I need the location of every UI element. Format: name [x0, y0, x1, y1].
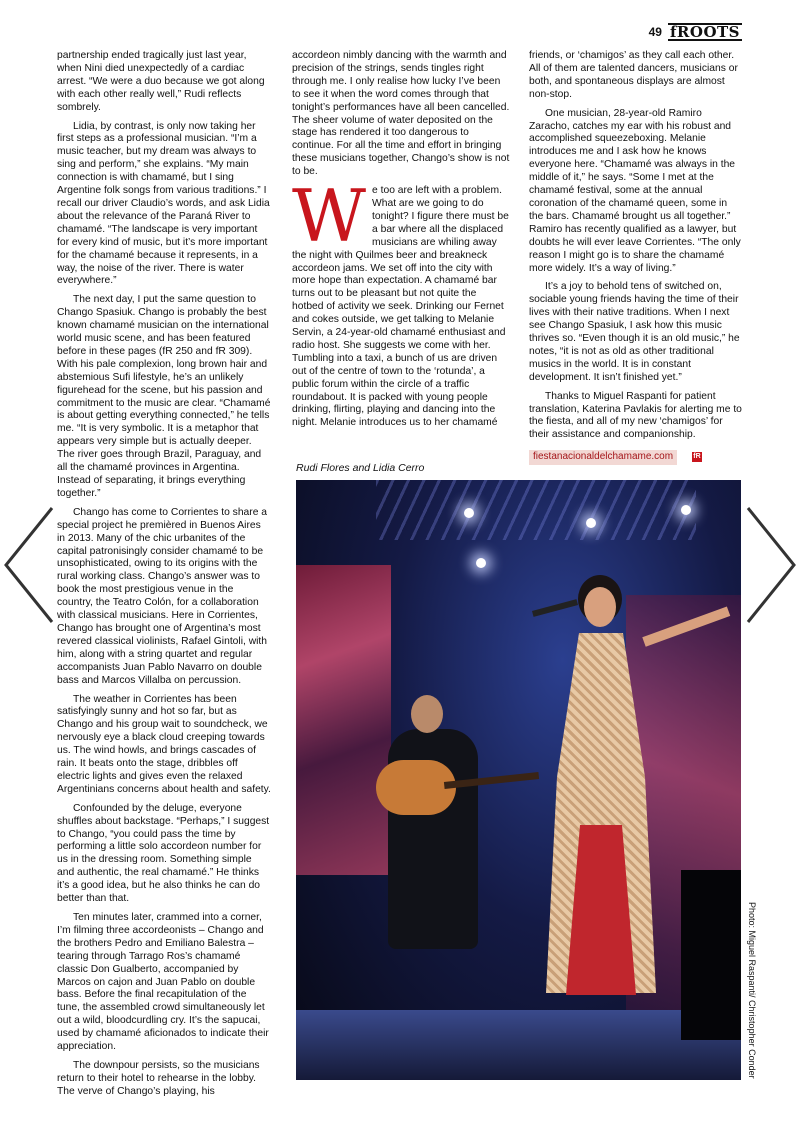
paragraph: Thanks to Miguel Raspanti for patient translation, Katerina Pavlakis for alerting me to the fiesta, and all of my new ‘chamigos’ for their assistance and companionship. [529, 390, 742, 441]
paragraph: friends, or ‘chamigos’ as they call each other. All of them are talented dancers, musicians or both, and spontaneous displays are almost non-stop. [529, 50, 738, 100]
stage-light [681, 505, 691, 515]
paragraph-text: e too are left with a problem. What are we going to do tonight? I figure there must be a bar where all the displaced musicians are whiling away the night with Quilmes beer and breakneck accordeon jams. We set off into the city with more hope than expectation. A chamamé bar turns out to be pleasant but not quite the hotbed of activity we seek. Drinking our Fernet and cokes outside, we get talking to Melanie Servin, a 24-year-old chamamé enthusiast and radio host. She suggests we come with her. Tumbling into a taxi, a bunch of us are driven out of the centre of town to the ‘rotunda’, a public forum within the circle of a traffic roundabout. It is packed with young people drinking, flirting, playing and dancing into the night. Melanie introduces us to her chamamé [292, 185, 509, 429]
paragraph: It’s a joy to behold tens of switched on, sociable young friends having the time of their lives with their native traditions. When I next see Chango Spasiuk, I ask how this music thrives so. “Even though it is an old music,” he notes, “it is not as old as other traditional musics in the world. It is in constant development. It isn’t finished yet.” [529, 281, 740, 383]
paragraph-dropcap [292, 174, 510, 430]
paragraph: The weather in Corrientes has been satisfyingly sunny and hot so far, but as Chango and his group wait to soundcheck, we nervously eye a black cloud creeping towards us. The wind howls, and brings cascades of rain. It beats onto the stage, dribbles off electric lights and gives even the relaxed Argentinians concerns about health and safety. [57, 693, 271, 795]
singer-figure [526, 575, 726, 1005]
page-header [649, 22, 742, 42]
magazine-logo: fROOTS [669, 23, 740, 41]
chevron-right-icon [740, 500, 800, 630]
stage-light [464, 508, 474, 518]
paragraph: The next day, I put the same question to Chango Spasiuk. Chango is probably the best known chamamé musician on the international world music scene, and has been featured before in these pages (fR 250 and fR 309). With his pale complexion, long brown hair and abstemious Sufi lifestyle, he’s an unlikely figurehead for the scene, but his passion and commitment to the music are clear. “Chamamé is about getting everything connected,” he tells me. “It is very symbolic. It is a metaphor that appears very simple but is actually deeper. The river goes through Brazil, Paraguay, and all the chamamé provinces in Argentina. Instead of separating, it brings everything together.” [57, 294, 271, 499]
chevron-left-icon [0, 500, 60, 630]
stage-light [586, 518, 596, 528]
paragraph: One musician, 28-year-old Ramiro Zaracho, catches my ear with his robust and accomplished squeezeboxing. Melanie introduces me and I ask how he knows everyone here. “Chamamé was always in the middle of it,” he says. “Some I met at the chamamé festival, some at the annual coronation of the chamamé queen, some in the bars. Chamamé brought us all together.” Ramiro has recently qualified as a lawyer, but doubts he will ever leave Corrientes. “The only reason I might go is to share the chamamé more widely. It’s a way of living.” [529, 107, 741, 274]
page-number: 49 [648, 25, 662, 39]
paragraph: Ten minutes later, crammed into a corner, I’m filming three accordeonists – Chango and the brothers Pedro and Emiliano Balestra – tearing through Tarrago Ros’s chamamé classic Don Gualberto, accompanied by Marcos on cajon and Juan Pablo on double bass. Before the final recapitulation of the tune, the assembled crowd simultaneously let out a wild, bloodcurdling cry. It’s the sapucai, used by chamamé aficionados to indicate their appreciation. [57, 912, 269, 1053]
paragraph: Chango has come to Corrientes to share a special project he premièred in Buenos Aires in 2013. Many of the chic urbanites of the capital patronisingly consider chamamé to be unsophisticated, owing to its origins with the rural working class. Chango’s answer was to book the most prestigious venue in the country, the Teatro Colón, for a collaboration with classical musicians. Here in Corrientes, Chango has brought one of Argentina’s most revered classical violinists, Rafael Gintoli, with him, along with a string quartet and regular accompanists Juan Pablo Navarro on double bass and Marcos Villalba on percussion. [57, 506, 268, 686]
photo-caption: Rudi Flores and Lidia Cerro [296, 462, 425, 474]
prev-page-button[interactable] [0, 500, 60, 630]
paragraph: Confounded by the deluge, everyone shuffles about backstage. “Perhaps,” I suggest to Chango, “you could pass the time by performing a little solo accordeon number for us in the dressing room. Something simple and authentic, the real chamamé.” He thinks it’s a good idea, but he also thinks he can do better than that. [57, 802, 270, 905]
paragraph: accordeon nimbly dancing with the warmth and precision of the strings, sends tingles right through me. I only realise how lucky I’ve been to see it when the word comes through that tonight’s performances have all been cancelled. The sheer volume of water deposited on the stage has rendered it too dangerous to continue. For all the time and effort in bringing these musicians together, Chango’s show is not to be. [292, 50, 510, 178]
article-footer [529, 448, 744, 465]
paragraph: Lidia, by contrast, is only now taking her first steps as a professional musician. “I’m a music teacher, but my dream was always to sing and perform,” she explains. “My main connection is with chamamé, but I sing Argentine folk songs from various traditions.” I recall our driver Claudio’s words, and ask Lidia about the relevance of the Paraná River to chamamé. “The landscape is very important for every kind of music, but it’s more important for the chamamé because it represents, in a way, the noise of the river. There is water everywhere.” [57, 120, 270, 287]
column-1 [57, 50, 271, 1105]
column-2 [292, 50, 510, 436]
concert-photo [296, 480, 741, 1080]
lighting-truss [376, 480, 696, 540]
guitarist-figure [366, 695, 496, 995]
column-3 [529, 50, 744, 465]
stage-light [476, 558, 486, 568]
stage-floor [296, 1010, 741, 1080]
festival-link[interactable]: fiestanacionaldelchamame.com [529, 450, 677, 465]
photo-credit: Photo: Miguel Raspanti/ Christopher Conder [747, 902, 757, 1079]
end-mark-icon: fR [693, 452, 701, 460]
paragraph: The downpour persists, so the musicians return to their hotel to rehearse in the lobby. The verve of Chango’s playing, his [57, 1059, 260, 1097]
paragraph: partnership ended tragically just last year, when Nini died unexpectedly of a cardiac arrest. “We were a duo because we got along with each other really well,” Rudi reflects sombrely. [57, 50, 265, 113]
microphone-icon [532, 599, 578, 617]
next-page-button[interactable] [740, 500, 800, 630]
drop-cap: W [292, 174, 367, 259]
